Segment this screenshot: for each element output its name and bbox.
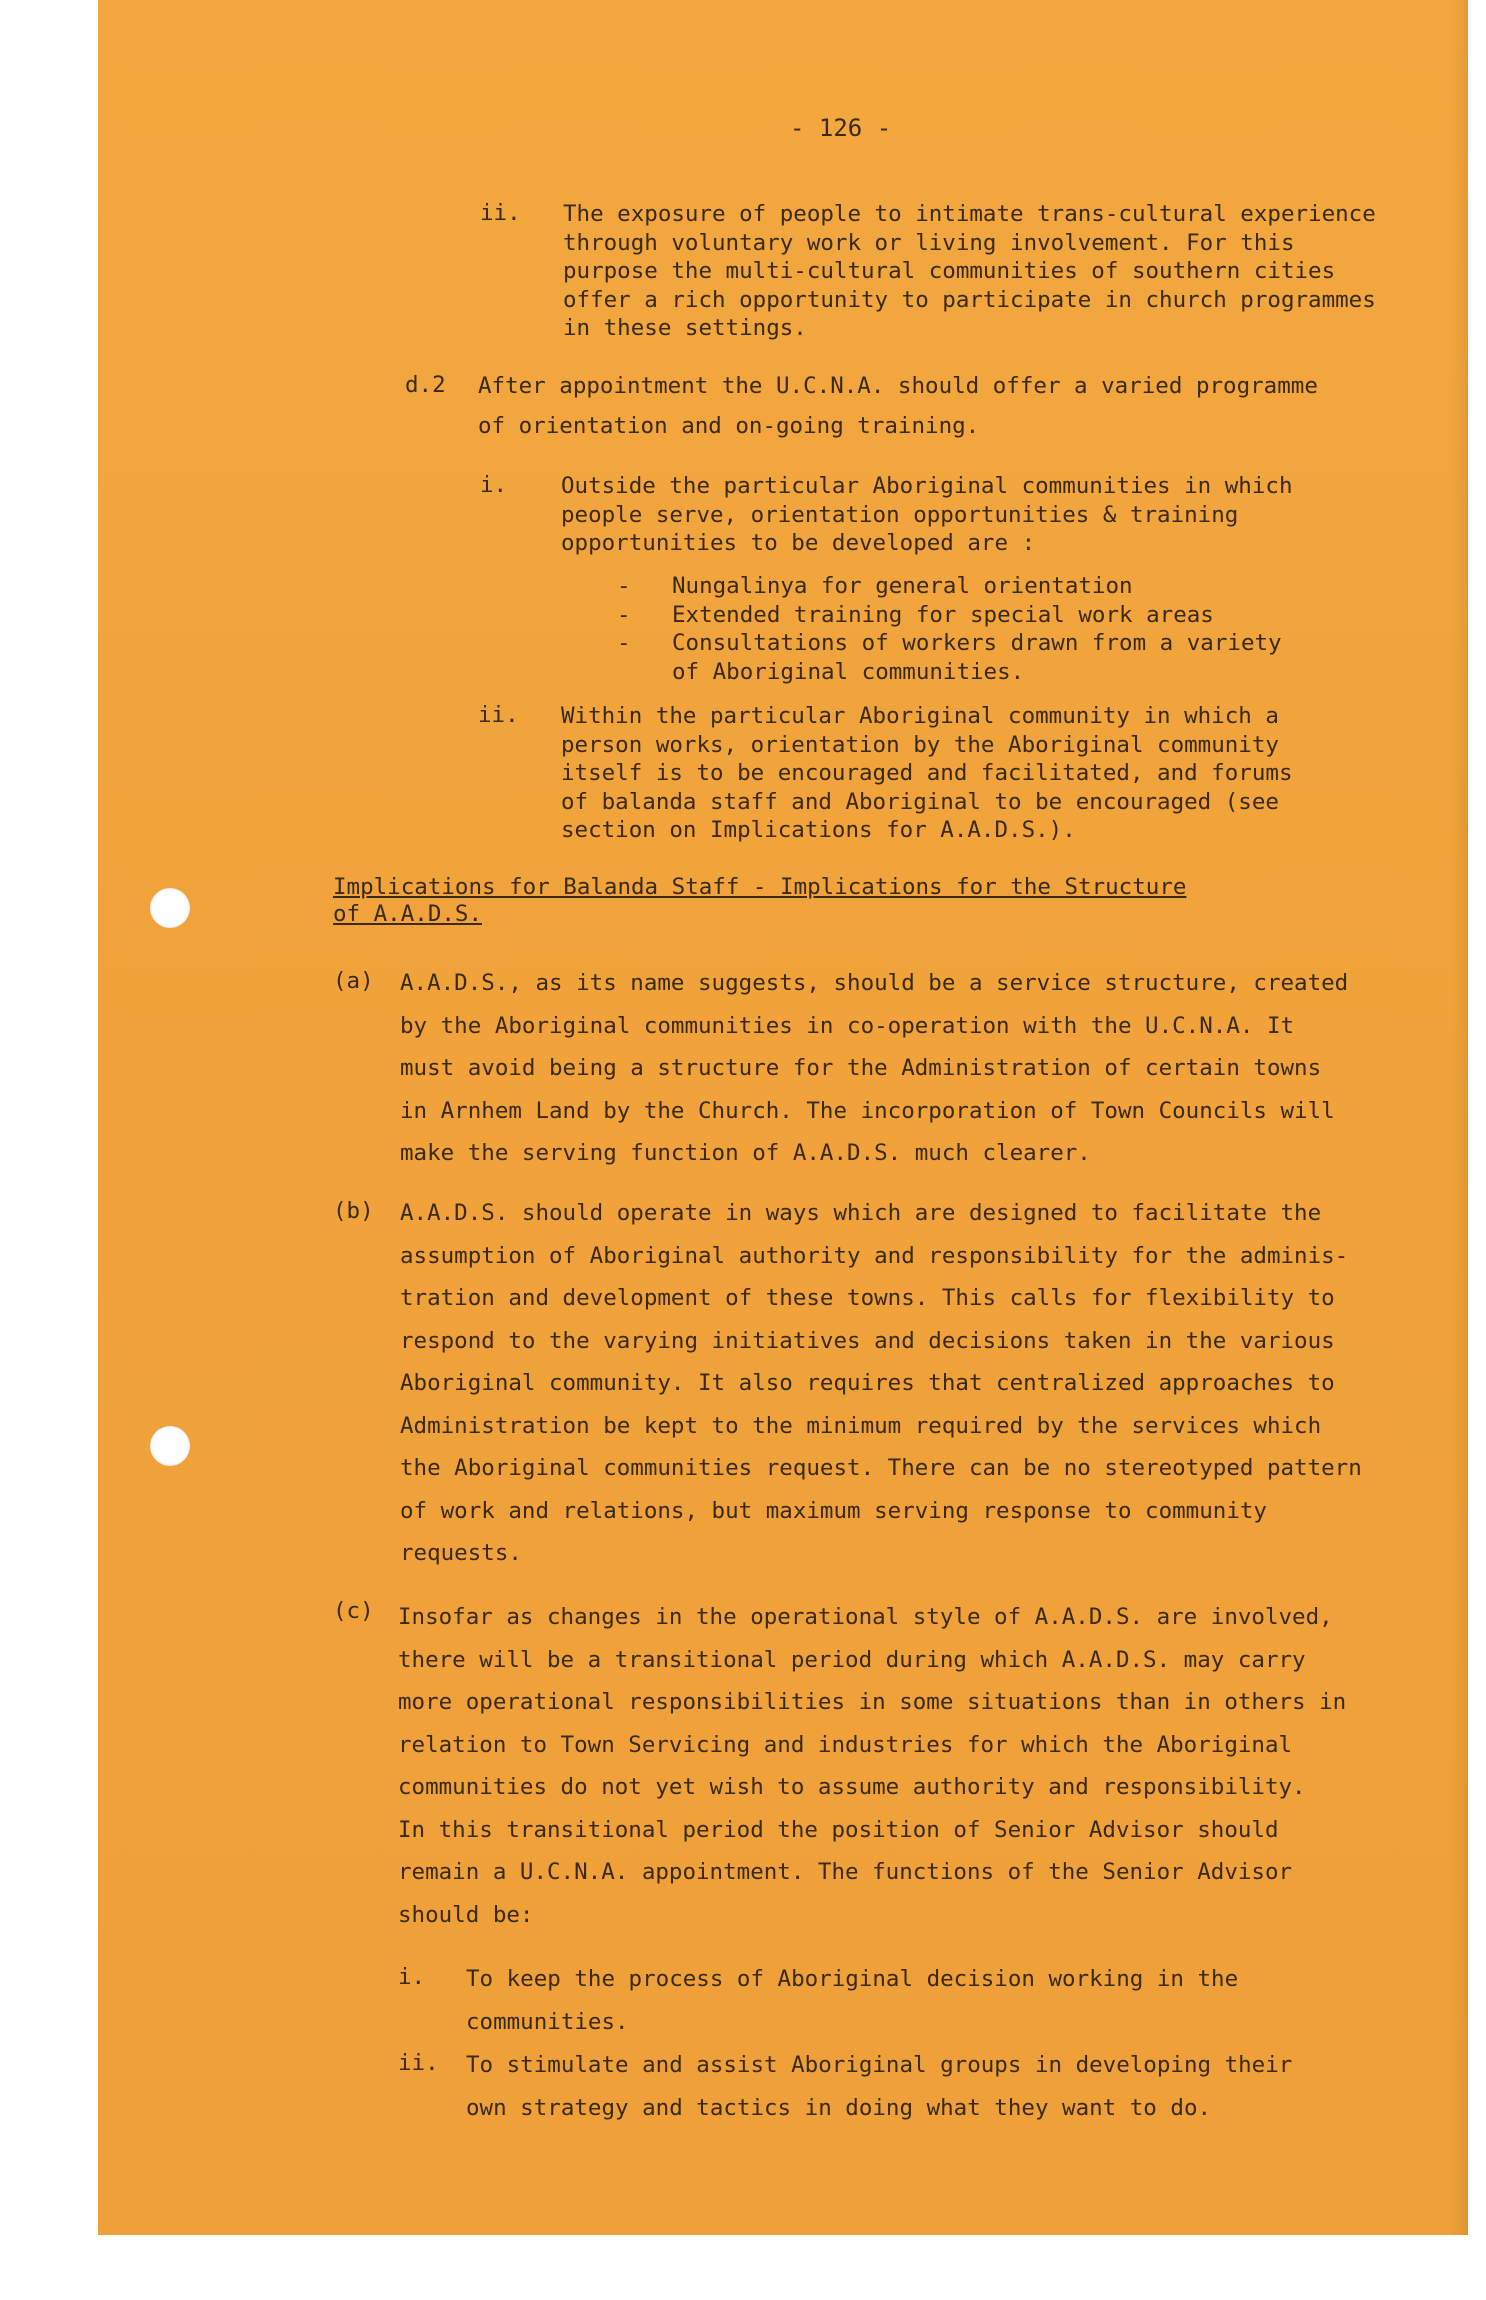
para-c-line: remain a U.C.N.A. appointment. The functions of the Senior Advisor: [398, 1859, 1293, 1885]
function-i-line: communities.: [466, 2008, 629, 2035]
para-c-line: Insofar as changes in the operational style of A.A.D.S. are involved,: [398, 1604, 1333, 1630]
sub-ii-line: of balanda staff and Aboriginal to be encouraged (see: [561, 788, 1279, 815]
d2-text: [478, 372, 1318, 441]
para-a-text: [400, 962, 1348, 1175]
function-i-text: [466, 1958, 1238, 2043]
para-a-line: by the Aboriginal communities in co-operation with the U.C.N.A. It: [400, 1012, 1295, 1039]
para-b-line: requests.: [400, 1540, 522, 1566]
item-ii-line: in these settings.: [563, 315, 807, 341]
para-c-line: In this transitional period the position of Senior Advisor should: [398, 1816, 1279, 1843]
list-item-text: Nungalinya for general orientation: [672, 573, 1133, 599]
sub-ii-line: section on Implications for A.A.D.S.).: [561, 817, 1076, 843]
section-heading-line: of A.A.D.S.: [333, 901, 483, 927]
list-item-text: Extended training for special work areas: [672, 601, 1214, 628]
d2-marker: d.2: [405, 372, 446, 398]
function-i-marker: i.: [398, 1964, 426, 1990]
list-dash: -: [617, 630, 631, 656]
para-c-marker: (c): [333, 1598, 374, 1624]
d2-line: of orientation and on-going training.: [478, 413, 980, 439]
item-ii-line: through voluntary work or living involvement. For this: [563, 229, 1295, 256]
para-a-line: in Arnhem Land by the Church. The incorporation of Town Councils will: [400, 1097, 1335, 1124]
para-c-line: more operational responsibilities in some situations than in others in: [398, 1689, 1347, 1715]
para-b-line: tration and development of these towns. This calls for flexibility to: [400, 1285, 1335, 1311]
para-a-marker: (a): [333, 968, 374, 994]
sub-i-line: people serve, orientation opportunities & training: [561, 501, 1239, 528]
d2-line: After appointment the U.C.N.A. should offer a varied programme: [478, 373, 1318, 399]
para-b-line: A.A.D.S. should operate in ways which are designed to facilitate the: [400, 1200, 1322, 1226]
para-a-line: A.A.D.S., as its name suggests, should be a service structure, created: [400, 970, 1349, 996]
list-item: [617, 572, 1282, 601]
list-item: [617, 629, 1282, 658]
sub-ii-text: [561, 702, 1293, 845]
list-dash: [617, 658, 672, 687]
para-c-line: should be:: [398, 1901, 534, 1928]
sub-ii-marker: ii.: [478, 702, 519, 728]
orientation-options-list: [617, 572, 1282, 686]
para-b-line: the Aboriginal communities request. There can be no stereotyped pattern: [400, 1455, 1362, 1481]
list-item-text: Consultations of workers drawn from a variety: [672, 630, 1282, 656]
item-ii-line: The exposure of people to intimate trans-cultural experience: [563, 201, 1376, 227]
sub-i-text: [561, 472, 1293, 558]
function-i-line: To keep the process of Aboriginal decision working in the: [466, 1966, 1239, 1992]
para-b-line: Aboriginal community. It also requires that centralized approaches to: [400, 1370, 1335, 1396]
list-dash: -: [617, 601, 631, 628]
para-b-line: of work and relations, but maximum serving response to community: [400, 1497, 1267, 1524]
section-heading: [333, 874, 1186, 928]
function-ii-marker: ii.: [398, 2050, 439, 2076]
sub-i-line: opportunities to be developed are :: [561, 530, 1036, 556]
section-heading-line: Implications for Balanda Staff - Implications for the Structure: [333, 874, 1187, 900]
para-b-line: Administration be kept to the minimum required by the services which: [400, 1412, 1322, 1439]
para-b-line: assumption of Aboriginal authority and responsibility for the adminis-: [400, 1242, 1349, 1269]
para-a-line: make the serving function of A.A.D.S. much clearer.: [400, 1140, 1091, 1166]
para-c-line: relation to Town Servicing and industries for which the Aboriginal: [398, 1731, 1293, 1758]
para-c-text: [398, 1596, 1346, 1936]
sub-i-marker: i.: [480, 472, 508, 498]
sub-ii-line: person works, orientation by the Aboriginal community: [561, 731, 1279, 758]
para-b-text: [400, 1192, 1362, 1575]
para-c-line: there will be a transitional period during which A.A.D.S. may carry: [398, 1646, 1306, 1673]
function-ii-line: own strategy and tactics in doing what they want to do.: [466, 2094, 1212, 2121]
function-ii-text: [466, 2044, 1292, 2129]
paper-edge-shadow: [1450, 0, 1468, 2235]
sub-ii-line: Within the particular Aboriginal community in which a: [561, 703, 1279, 729]
list-item-text: of Aboriginal communities.: [672, 658, 1025, 685]
list-dash: -: [617, 573, 631, 599]
item-ii-line: offer a rich opportunity to participate in church programmes: [563, 286, 1376, 313]
list-item: [617, 658, 1282, 687]
page-number: - 126 -: [790, 114, 892, 142]
item-ii-text: [563, 200, 1376, 343]
para-b-marker: (b): [333, 1198, 374, 1224]
punch-hole-bottom: [150, 1426, 190, 1466]
para-b-line: respond to the varying initiatives and decisions taken in the various: [400, 1327, 1335, 1354]
sub-ii-line: itself is to be encouraged and facilitated, and forums: [561, 760, 1293, 786]
item-ii-marker: ii.: [480, 200, 521, 226]
sub-i-line: Outside the particular Aboriginal communities in which: [561, 473, 1293, 499]
list-item: [617, 601, 1282, 630]
function-ii-line: To stimulate and assist Aboriginal groups in developing their: [466, 2052, 1293, 2078]
para-c-line: communities do not yet wish to assume authority and responsibility.: [398, 1774, 1306, 1800]
para-a-line: must avoid being a structure for the Administration of certain towns: [400, 1055, 1322, 1081]
punch-hole-top: [150, 888, 190, 928]
item-ii-line: purpose the multi-cultural communities of southern cities: [563, 258, 1336, 284]
